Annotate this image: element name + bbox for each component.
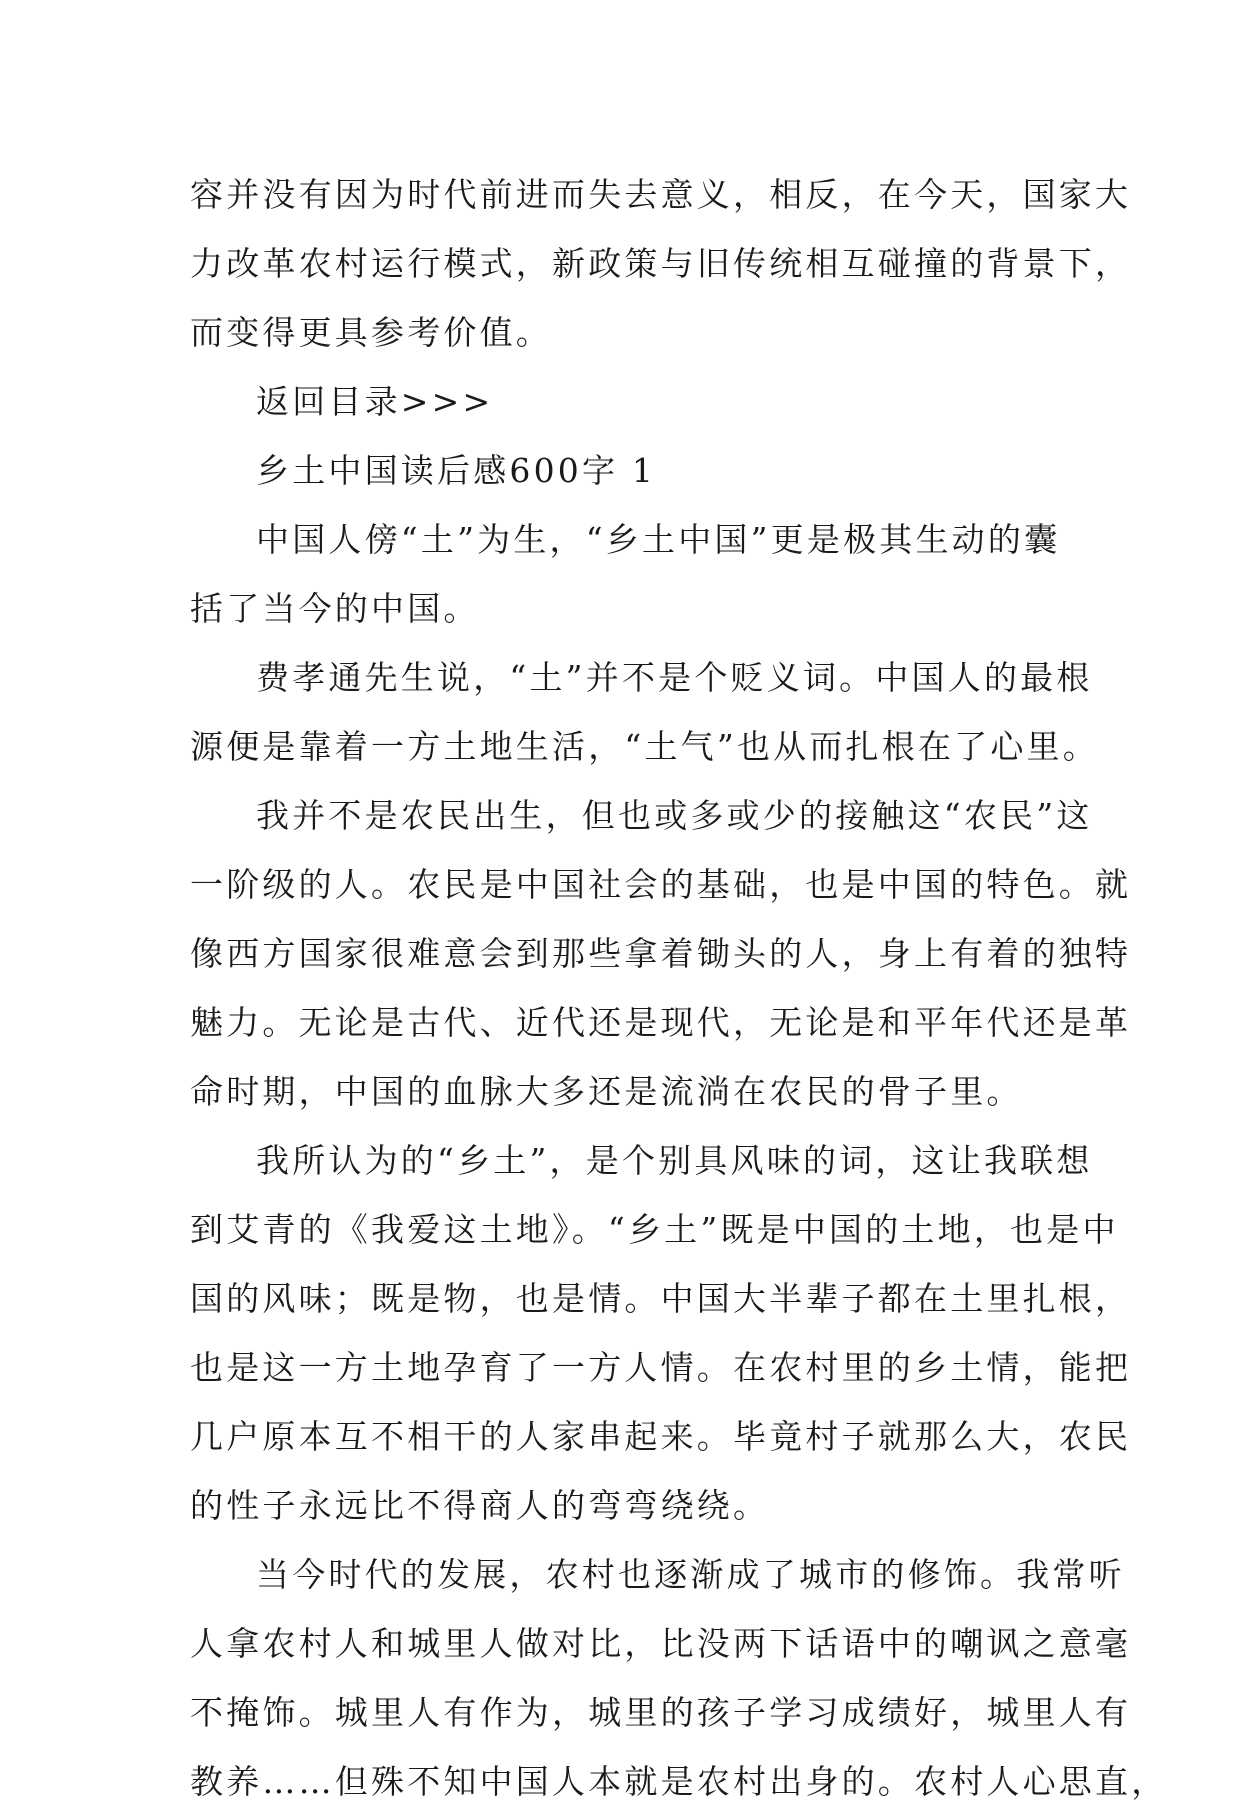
text-line: 魅力。无论是古代、近代还是现代，无论是和平年代还是革 bbox=[190, 1003, 1132, 1042]
text-line: 的性子永远比不得商人的弯弯绕绕。 bbox=[190, 1486, 770, 1525]
text-line: 也是这一方土地孕育了一方人情。在农村里的乡土情，能把 bbox=[190, 1348, 1132, 1387]
text-line: 容并没有因为时代前进而失去意义，相反，在今天，国家大 bbox=[190, 175, 1132, 214]
text-line: 教养……但殊不知中国人本就是农村出身的。农村人心思直， bbox=[190, 1762, 1168, 1801]
text-line: 源便是靠着一方土地生活，“土气”也从而扎根在了心里。 bbox=[190, 727, 1099, 766]
back-to-contents-link[interactable]: 返回目录>>> bbox=[256, 382, 494, 421]
text-line: 人拿农村人和城里人做对比，比没两下话语中的嘲讽之意毫 bbox=[190, 1624, 1132, 1663]
text-line: 力改革农村运行模式，新政策与旧传统相互碰撞的背景下， bbox=[190, 244, 1132, 283]
section-heading: 乡土中国读后感600字 1 bbox=[256, 451, 657, 490]
text-line: 像西方国家很难意会到那些拿着锄头的人，身上有着的独特 bbox=[190, 934, 1132, 973]
paragraph-first-line: 我所认为的“乡土”，是个别具风味的词，这让我联想 bbox=[256, 1141, 1093, 1180]
document-page bbox=[190, 160, 1168, 1816]
text-line: 国的风味；既是物，也是情。中国大半辈子都在土里扎根， bbox=[190, 1279, 1132, 1318]
text-line: 几户原本互不相干的人家串起来。毕竟村子就那么大，农民 bbox=[190, 1417, 1132, 1456]
paragraph-first-line: 费孝通先生说，“土”并不是个贬义词。中国人的最根 bbox=[256, 658, 1093, 697]
paragraph-first-line: 当今时代的发展，农村也逐渐成了城市的修饰。我常听 bbox=[256, 1555, 1125, 1594]
text-line: 而变得更具参考价值。 bbox=[190, 313, 552, 352]
text-line: 命时期，中国的血脉大多还是流淌在农民的骨子里。 bbox=[190, 1072, 1023, 1111]
text-line: 不掩饰。城里人有作为，城里的孩子学习成绩好，城里人有 bbox=[190, 1693, 1132, 1732]
text-line: 一阶级的人。农民是中国社会的基础，也是中国的特色。就 bbox=[190, 865, 1132, 904]
text-line: 括了当今的中国。 bbox=[190, 589, 480, 628]
text-line: 到艾青的《我爱这土地》。“乡土”既是中国的土地，也是中 bbox=[190, 1210, 1119, 1249]
paragraph-first-line: 我并不是农民出生，但也或多或少的接触这“农民”这 bbox=[256, 796, 1093, 835]
paragraph-first-line: 中国人傍“土”为生，“乡土中国”更是极其生动的囊 bbox=[256, 520, 1061, 559]
